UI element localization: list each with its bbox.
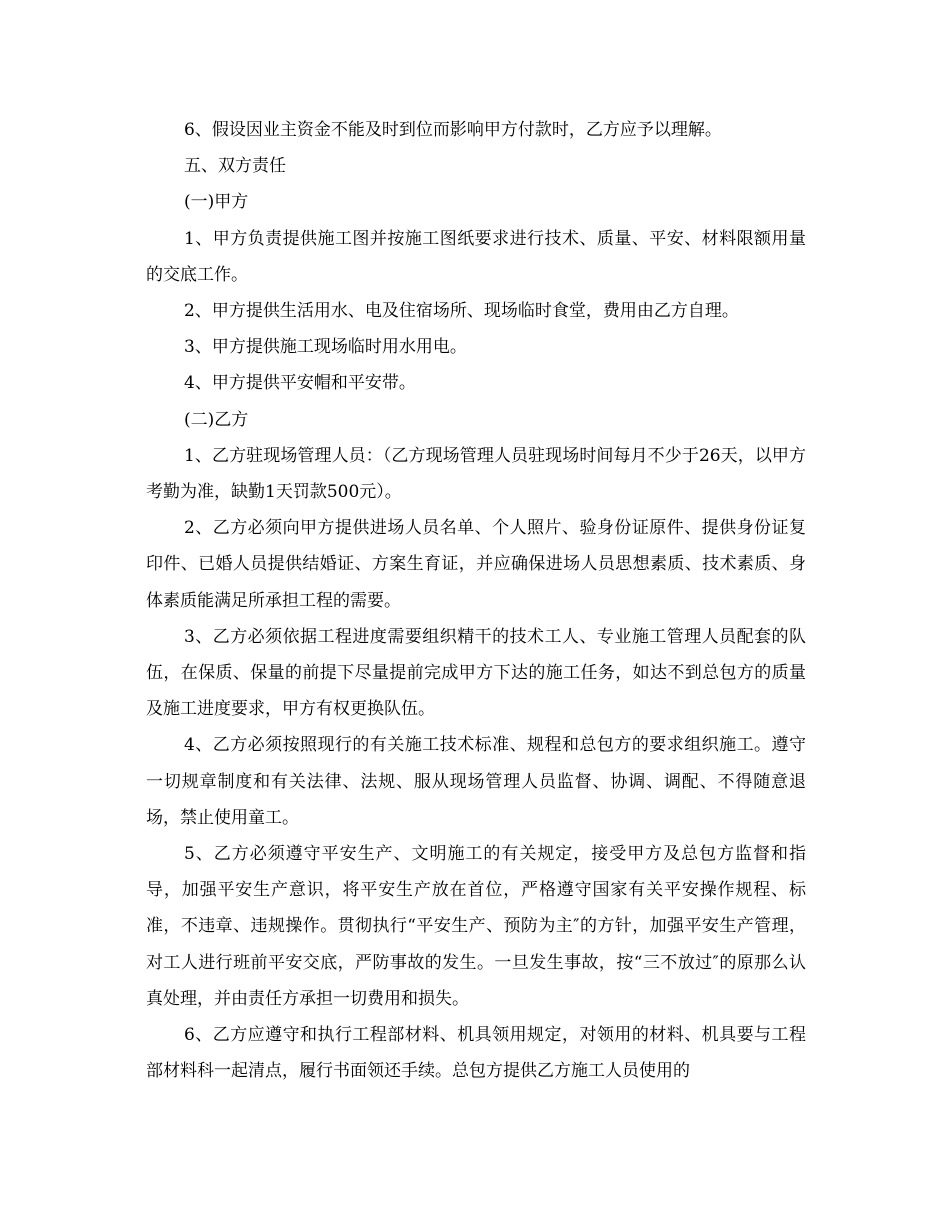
section-heading-mutual-responsibilities: 五、双方责任 (184, 156, 286, 177)
paragraph-party-b-item-4: 4、乙方必须按照现行的有关施工技术标准、规程和总包方的要求组织施工。遵守一切规章制度和有关法律、法规、服从现场管理人员监督、协调、调配、不得随意退场，禁止使用童工。 (146, 735, 806, 828)
paragraph-party-a-item-3: 3、甲方提供施工现场临时用水用电。 (184, 337, 467, 358)
document-body (146, 112, 806, 1089)
paragraph-party-b-item-5: 5、乙方必须遵守平安生产、文明施工的有关规定，接受甲方及总包方监督和指导，加强平安生产意识，将平安生产放在首位，严格遵守国家有关平安操作规程、标准，不违章、违规操作。贯彻执行“平安生产、预防为主″的方针，加强平安生产管理，对工人进行班前平安交底，严防事故的发生。一旦发生事故，按“三不放过″的原那么认真处理，并由责任方承担一切费用和损失。 (146, 844, 806, 1009)
paragraph-party-a-item-1: 1、甲方负责提供施工图并按施工图纸要求进行技术、质量、平安、材料限额用量的交底工作。 (146, 228, 806, 285)
paragraph-party-b-item-1: 1、乙方驻现场管理人员：（乙方现场管理人员驻现场时间每月不少于26天，以甲方考勤为准，缺勤1天罚款500元）。 (146, 445, 806, 503)
paragraph-party-a-item-4: 4、甲方提供平安帽和平安带。 (184, 373, 416, 394)
subheading-party-a: (一)甲方 (184, 192, 249, 213)
paragraph-payment-understanding: 6、假设因业主资金不能及时到位而影响甲方付款时，乙方应予以理解。 (184, 120, 722, 140)
paragraph-party-b-item-6: 6、乙方应遵守和执行工程部材料、机具领用规定，对领用的材料、机具要与工程部材料科一起清点，履行书面领还手续。总包方提供乙方施工人员使用的 (146, 1025, 806, 1082)
paragraph-party-a-item-2: 2、甲方提供生活用水、电及住宿场所、现场临时食堂，费用由乙方自理。 (184, 301, 739, 322)
paragraph-party-b-item-2: 2、乙方必须向甲方提供进场人员名单、个人照片、验身份证原件、提供身份证复印件、已婚人员提供结婚证、方案生育证，并应确保进场人员思想素质、技术素质、身体素质能满足所承担工程的需要。 (146, 518, 806, 611)
paragraph-party-b-item-3: 3、乙方必须依据工程进度需要组织精干的技术工人、专业施工管理人员配套的队伍，在保质、保量的前提下尽量提前完成甲方下达的施工任务，如达不到总包方的质量及施工进度要求，甲方有权更换队伍。 (146, 626, 806, 720)
subheading-party-b: (二)乙方 (184, 409, 249, 430)
